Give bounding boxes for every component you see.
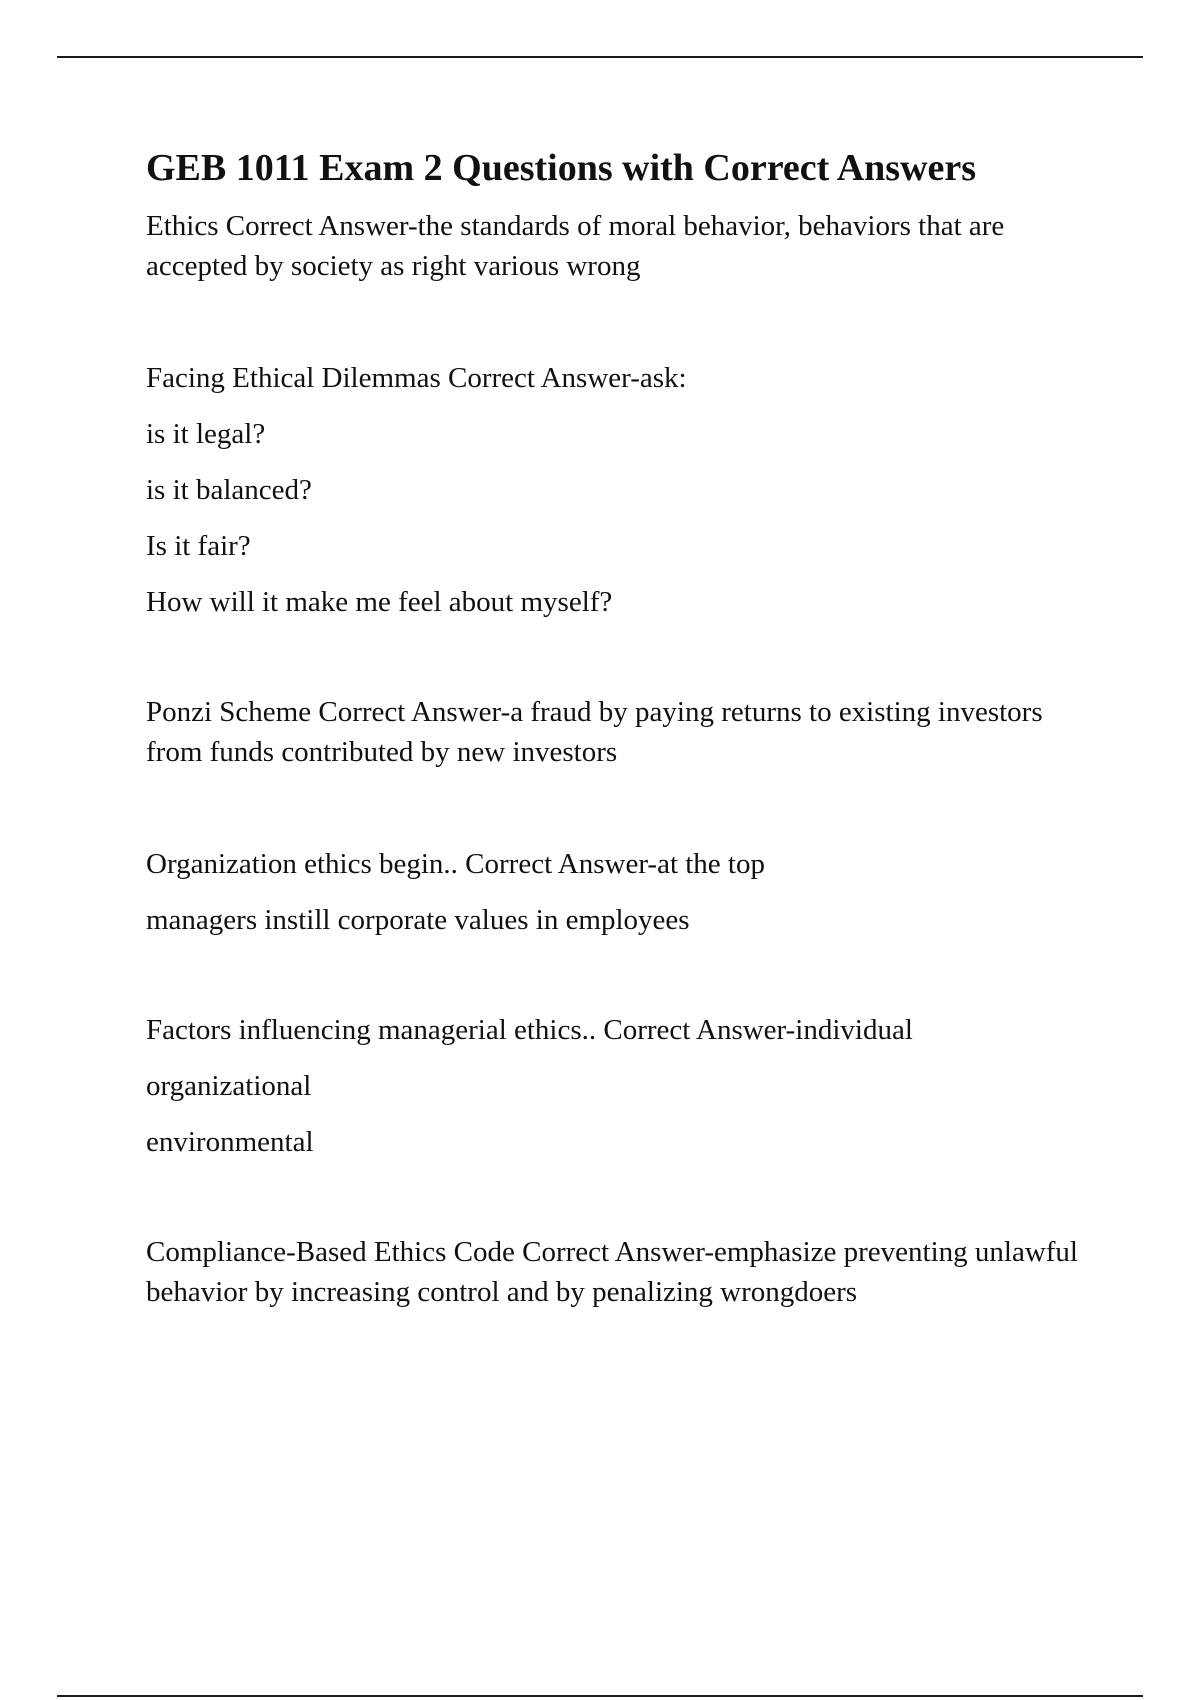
qa-line: Ethics Correct Answer-the standards of moral behavior, behaviors that are accepted by society as right various wrong [146, 210, 1005, 282]
qa-line: Factors influencing managerial ethics.. Correct Answer-individual [146, 1014, 913, 1046]
spacer [146, 772, 1086, 844]
qa-line: managers instill corporate values in employees [146, 904, 690, 936]
document-title: GEB 1011 Exam 2 Questions with Correct Answers [146, 147, 977, 189]
spacer [146, 286, 1086, 358]
top-rule [57, 56, 1143, 58]
qa-item-ethics [146, 206, 1086, 286]
qa-line: Organization ethics begin.. Correct Answer-at the top [146, 848, 765, 880]
document-body [146, 142, 1086, 1312]
qa-item-organization-ethics [146, 844, 1086, 940]
qa-line: Compliance-Based Ethics Code Correct Answer-emphasize preventing unlawful behavior by increasing control and by penalizing wrongdoers [146, 1236, 1078, 1308]
qa-line: organizational [146, 1070, 312, 1102]
qa-item-ethical-dilemmas [146, 358, 1086, 622]
spacer [146, 622, 1086, 692]
qa-line: Facing Ethical Dilemmas Correct Answer-ask: [146, 362, 687, 394]
qa-line: environmental [146, 1126, 314, 1158]
qa-item-compliance-based-ethics [146, 1232, 1086, 1312]
qa-line: is it legal? [146, 418, 266, 450]
qa-line: How will it make me feel about myself? [146, 586, 613, 618]
bottom-rule [57, 1695, 1143, 1697]
spacer [146, 940, 1086, 1010]
qa-item-managerial-ethics [146, 1010, 1086, 1162]
qa-item-ponzi-scheme [146, 692, 1086, 772]
spacer [146, 1162, 1086, 1232]
qa-line: Ponzi Scheme Correct Answer-a fraud by paying returns to existing investors from funds contributed by new investors [146, 696, 1043, 768]
qa-line: Is it fair? [146, 530, 251, 562]
qa-line: is it balanced? [146, 474, 312, 506]
